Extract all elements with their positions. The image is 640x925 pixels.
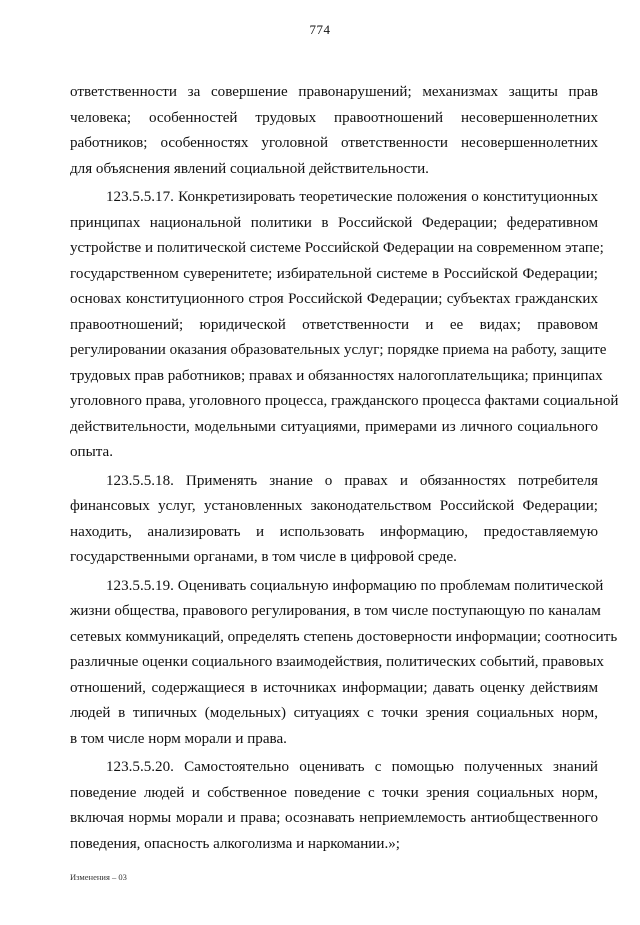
text-line: 123.5.5.20. Самостоятельно оценивать с помощью полученных знаний bbox=[106, 759, 598, 775]
text-line: человека; особенностей трудовых правоотношений несовершеннолетних bbox=[70, 109, 598, 126]
text-line: трудовых прав работников; правах и обязанностях налогоплательщика; принципах bbox=[70, 367, 603, 384]
text-line: ответственности за совершение правонарушений; механизмах защиты прав bbox=[70, 84, 598, 100]
text-line: основах конституционного строя Российской Федерации; субъектах гражданских bbox=[70, 291, 598, 307]
text-line: 123.5.5.17. Конкретизировать теоретические положения о конституционных bbox=[106, 189, 598, 205]
text-line: устройстве и политической системе Российской Федерации на современном этапе; bbox=[70, 240, 604, 256]
text-line: находить, анализировать и использовать информацию, предоставляемую bbox=[70, 523, 598, 540]
text-line: регулировании оказания образовательных услуг; порядке приема на работу, защите bbox=[70, 342, 607, 358]
text-line: жизни общества, правового регулирования, в том числе поступающую по каналам bbox=[70, 603, 601, 619]
text-line: отношений, содержащиеся в источниках информации; давать оценку действиям bbox=[70, 679, 598, 696]
text-line: 123.5.5.19. Оценивать социальную информацию по проблемам политической bbox=[106, 577, 604, 594]
paragraph-continuation bbox=[70, 80, 598, 182]
text-line: опыта. bbox=[70, 444, 114, 460]
text-line: правоотношений; юридической ответственности и ее видах; правовом bbox=[70, 316, 598, 333]
text-line: работников; особенностях уголовной ответственности несовершеннолетних bbox=[70, 135, 598, 151]
text-line: принципах национальной политики в Российской Федерации; федеративном bbox=[70, 214, 598, 231]
text-line: различные оценки социального взаимодействия, политических событий, правовых bbox=[70, 654, 604, 670]
text-line: включая нормы морали и права; осознавать неприемлемость антиобщественного bbox=[70, 810, 598, 826]
text-line: людей в типичных (модельных) ситуациях с точки зрения социальных норм, bbox=[70, 705, 598, 721]
text-line: сетевых коммуникаций, определять степень достоверности информации; соотносить bbox=[70, 628, 618, 645]
text-line: государственными органами, в том числе в цифровой среде. bbox=[70, 549, 457, 565]
text-line: уголовного права, уголовного процесса, гражданского процесса фактами социальной bbox=[70, 393, 619, 409]
text-line: государственном суверенитете; избирательной системе в Российской Федерации; bbox=[70, 265, 598, 282]
page-number: 774 bbox=[309, 22, 331, 37]
footer-revision-note: Изменения – 03 bbox=[70, 872, 127, 882]
text-line: действительности, модельными ситуациями, примерами из личного социального bbox=[70, 418, 598, 435]
text-line: для объяснения явлений социальной действительности. bbox=[70, 160, 429, 177]
paragraph-123-5-5-19 bbox=[70, 574, 618, 753]
text-line: в том числе норм морали и права. bbox=[70, 730, 287, 747]
text-line: поведение людей и собственное поведение с точки зрения социальных норм, bbox=[70, 784, 598, 801]
text-line: финансовых услуг, установленных законодательством Российской Федерации; bbox=[70, 498, 598, 514]
text-line: поведения, опасность алкоголизма и наркомании.»; bbox=[70, 835, 400, 852]
paragraph-123-5-5-18 bbox=[70, 469, 598, 571]
text-line: 123.5.5.18. Применять знание о правах и обязанностях потребителя bbox=[106, 472, 598, 489]
body-text bbox=[70, 80, 619, 860]
paragraph-123-5-5-20 bbox=[70, 755, 598, 857]
paragraph-123-5-5-17 bbox=[70, 185, 619, 466]
